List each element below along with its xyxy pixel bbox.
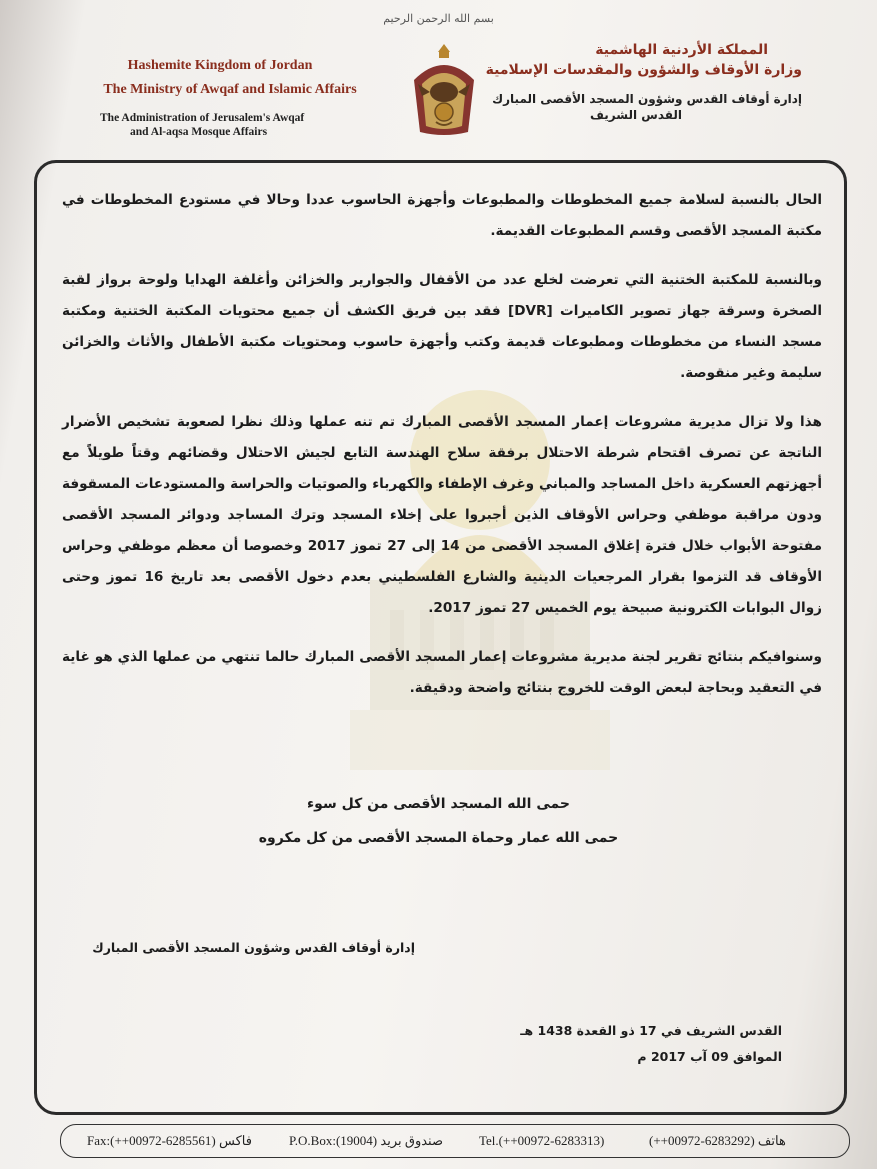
date-block [520,1018,782,1070]
city-name-ar: القدس الشريف [589,108,682,122]
header-english [60,58,400,138]
paragraph-damage-assessment: هذا ولا تزال مديرية مشروعات إعمار المسجد الأقصى المبارك تم تنه عملها وذلك نظرا لصعوبة تشخيص الأضرار الناتجة عن تصرف اقتحام شرطة الاحتلال برفقة سلاح الهندسة التابع لجيش الاحتلال وقضائهم وقتاً طويلاً مع أجهزتهم العسكرية داخل المساجد والمباني وغرف الإطفاء والكهرباء والصوتيات والحراسة والمستودعات المسقوفة ودون مراقبة موظفي وحراس الأوقاف الذين أجبروا على إخلاء المسجد وترك المساجد ودوائر المسجد الأقصى مفتوحة الأبواب خلال فترة إغلاق المسجد الأقصى من 14 إلى 27 تموز 2017 وخصوصا أن معظم موظفي وحراس الأوقاف قد التزموا بقرار المرجعيات الدينية والشارع الفلسطيني بعدم دخول الأقصى بعد تاريخ 16 تموز وحتى زوال البوابات الكترونية صبيحة يوم الخميس 27 تموز 2017. [62,414,822,616]
contact-footer [60,1124,850,1158]
administration-name-en: The Administration of Jerusalem's Awqaf [100,112,305,124]
phone-number: (++00972-6283292) هاتف [649,1133,786,1148]
header-arabic [472,42,802,122]
administration-name-en-2: and Al-aqsa Mosque Affairs [130,126,268,138]
letter-body [62,185,822,722]
closing-prayers [0,796,877,864]
po-box: P.O.Box:(19004) صندوق بريد [289,1133,444,1148]
prayer-line-1: حمى الله المسجد الأقصى من كل سوء [307,796,570,812]
ministry-name-ar: وزارة الأوقاف والشؤون والمقدسات الإسلامية [485,62,802,78]
basmala: بسم الله الرحمن الرحيم [383,12,494,25]
kingdom-name-ar: المملكة الأردنية الهاشمية [595,42,768,58]
date-gregorian: الموافق 09 آب 2017 م [637,1049,782,1064]
administration-name-ar: إدارة أوقاف القدس وشؤون المسجد الأقصى المبارك [492,92,802,106]
jordan-coat-of-arms-icon [408,40,480,138]
kingdom-name-en: Hashemite Kingdom of Jordan [127,58,313,73]
ministry-name-en: The Ministry of Awqaf and Islamic Affairs [103,82,357,97]
date-hijri: القدس الشريف في 17 ذو القعدة 1438 هـ [520,1023,782,1038]
paragraph-followup: وسنوافيكم بنتائج تقرير لجنة مديرية مشروعات إعمار المسجد الأقصى المبارك حالما تنتهي من عملها الذي هو غاية في التعقيد وبحاجة لبعض الوقت للخروج بنتائج واضحة ودقيقة. [62,649,822,696]
signature: إدارة أوقاف القدس وشؤون المسجد الأقصى المبارك [92,940,415,955]
paragraph-manuscripts: الحال بالنسبة لسلامة جميع المخطوطات والمطبوعات وأجهزة الحاسوب عددا وحالا في مستودع المخطوطات في مكتبة المسجد الأقصى وقسم المطبوعات القديمة. [62,192,822,239]
paragraph-khatniya-library: وبالنسبة للمكتبة الختنية التي تعرضت لخلع عدد من الأقفال والجوارير والخزائن وأغلفة الهدايا ولوحة برواز لقبة الصخرة وسرقة جهاز تصوير الكاميرات [DVR] فقد بين فريق الكشف أن جميع محتويات المكتبة الختنية ومكتبة مسجد النساء من مخطوطات ومطبوعات قديمة وكتب وأجهزة حاسوب ومحتويات مكتبة الأطفال والأثاث والخزائن سليمة وغير منقوصة. [62,272,823,381]
fax-number: Fax:(++00972-6285561) فاكس [87,1133,252,1148]
prayer-line-2: حمى الله عمار وحماة المسجد الأقصى من كل مكروه [258,830,619,846]
tel-number: Tel.(++00972-6283313) [479,1133,605,1148]
